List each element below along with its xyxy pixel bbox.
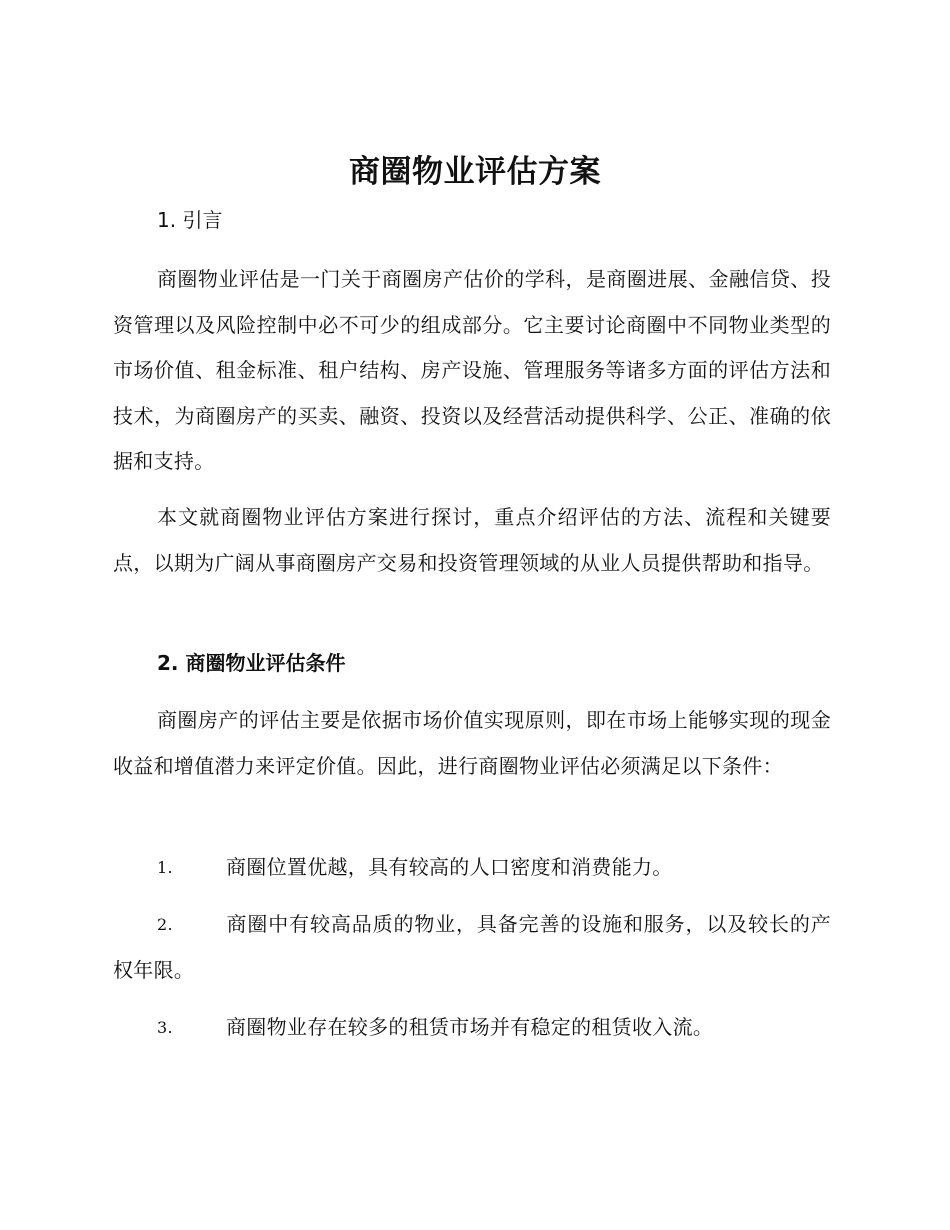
section-heading-introduction: 1. 引言 bbox=[157, 208, 223, 232]
list-item bbox=[113, 1005, 831, 1051]
conditions-paragraph: 商圈房产的评估主要是依据市场价值实现原则，即在市场上能够实现的现金收益和增值潜力来评定价值。因此，进行商圈物业评估必须满足以下条件： bbox=[113, 708, 831, 778]
list-item-text: 商圈物业存在较多的租赁市场并有稳定的租赁收入流。 bbox=[226, 1015, 714, 1039]
list-item-number: 1. bbox=[157, 858, 173, 877]
document-title: 商圈物业评估方案 bbox=[349, 154, 601, 190]
intro-paragraph-2: 本文就商圈物业评估方案进行探讨，重点介绍评估的方法、流程和关键要点，以期为广阔从事商圈房产交易和投资管理领域的从业人员提供帮助和指导。 bbox=[113, 505, 831, 575]
list-item bbox=[113, 845, 831, 891]
list-item bbox=[113, 902, 831, 993]
section-heading-conditions: 2. 商圈物业评估条件 bbox=[157, 651, 346, 675]
intro-paragraph-1: 商圈物业评估是一门关于商圈房产估价的学科，是商圈进展、金融信贷、投资管理以及风险控制中必不可少的组成部分。它主要讨论商圈中不同物业类型的市场价值、租金标准、租户结构、房产设施、管理服务等诸多方面的评估方法和技术，为商圈房产的买卖、融资、投资以及经营活动提供科学、公正、准确的依据和支持。 bbox=[113, 267, 831, 473]
list-item-number: 3. bbox=[157, 1018, 173, 1037]
list-item-number: 2. bbox=[157, 915, 173, 934]
list-item-text: 商圈位置优越，具有较高的人口密度和消费能力。 bbox=[226, 855, 673, 879]
list-item-text: 商圈中有较高品质的物业，具备完善的设施和服务，以及较长的产权年限。 bbox=[113, 912, 831, 982]
